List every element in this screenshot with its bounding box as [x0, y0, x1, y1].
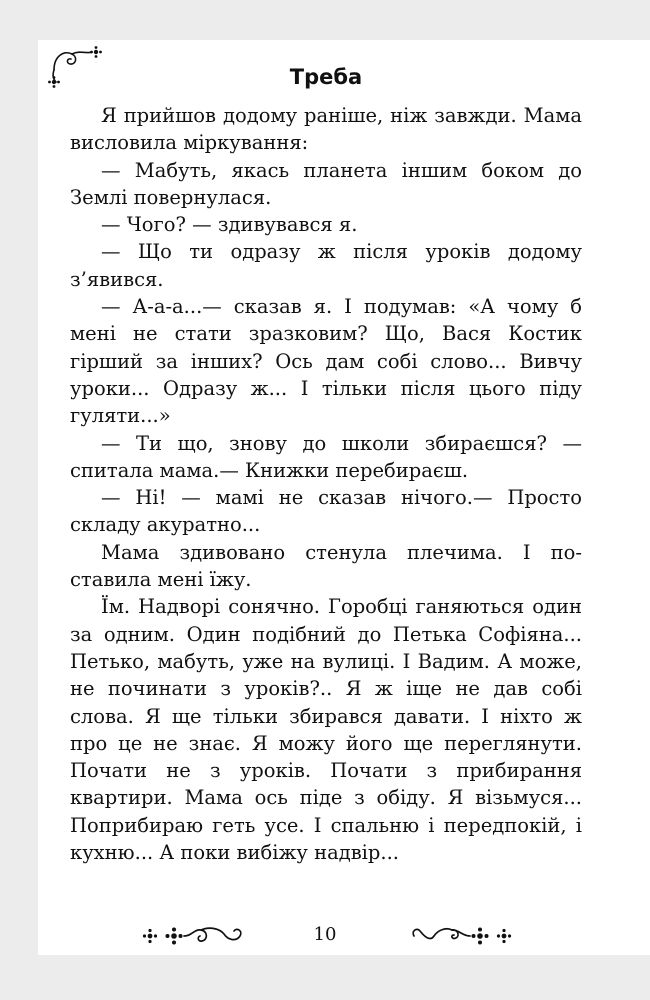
paragraph: Я прийшов додому раніше, ніж завжди. Мама висловила міркування: [70, 104, 582, 155]
page-number: 10 [313, 924, 337, 945]
footer-flourish-left-ornament [138, 920, 248, 954]
paragraph: — Мабуть, якась планета іншим боком до Землі повернулася. [70, 158, 582, 209]
paragraph: — Що ти одразу ж після уроків додому з’явився. [70, 240, 582, 291]
book-page [38, 40, 650, 955]
chapter-title: Треба [289, 65, 363, 89]
footer-flourish-right-ornament [404, 920, 516, 954]
paragraph: — Чого? — здивувався я. [101, 213, 358, 237]
paragraph: — Ти що, знову до школи збираєшся? — спитала мама.— Книжки перебираєш. [70, 431, 582, 482]
paragraph: — А-а-а...— сказав я. І подумав: «А чому б мені не стати зразковим? Що, Вася Костик гірший за інших? Ось дам собі слово... Вивчу уроки... Одразу ж... І тільки після цього піду гуляти...» [70, 295, 582, 428]
paragraph: Їм. Надворі сонячно. Горобці ганяються один за одним. Один подібний до Петька Софіяна... Петько, мабуть, уже на вулиці. І Вадим. А може, не починати з уроків?.. Я ж іще не дав собі слова. Я ще тільки збирався давати. І ніхто ж про це не знає. Я можу його ще переглянути. Почати не з уроків. Почати з прибирання квартири. Мама ось піде з обіду. Я візьмуся... Поприбираю геть усе. І спальню і передпокій, і кухню... А поки вибіжу надвір... [70, 595, 582, 865]
paragraph: — Ні! — мамі не сказав нічого.— Просто складу акуратно... [70, 486, 582, 537]
story-text [70, 102, 582, 866]
paragraph: Мама здивовано стенула плечима. І поставила мені їжу. [70, 540, 582, 592]
